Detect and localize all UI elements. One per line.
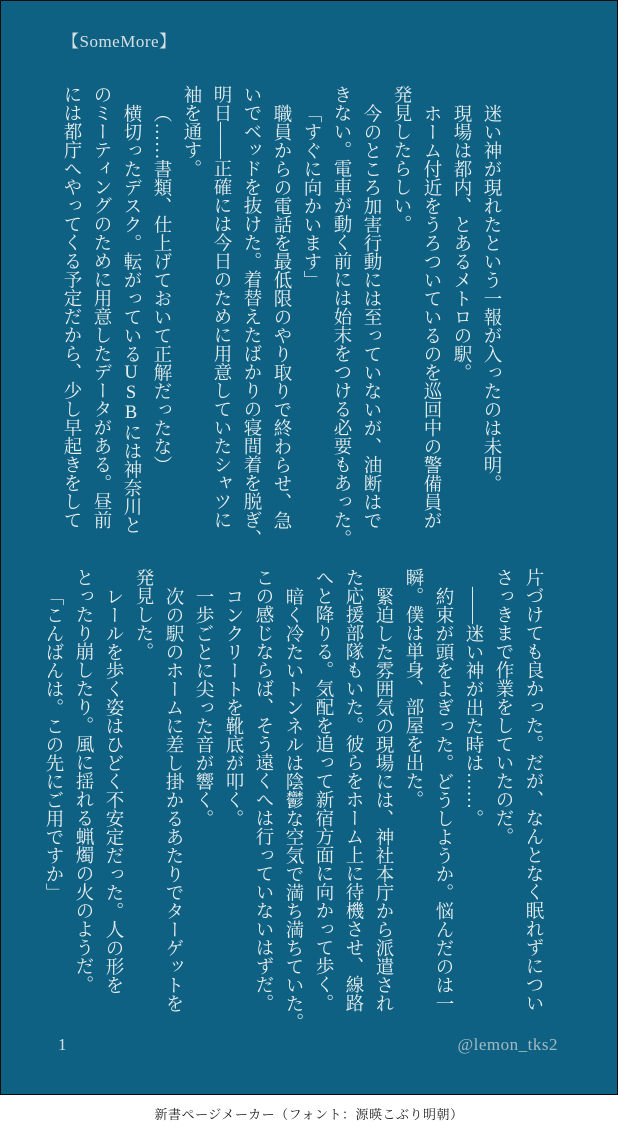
page-title: 【SomeMore】	[62, 32, 177, 51]
text-line: とったり崩したり。風に揺れる蝋燭の火のようだ。	[73, 568, 93, 994]
text-line: 迷い神が現れたという一報が入ったのは未明。	[481, 103, 501, 492]
text-line: へと降りる。気配を追って新宿方面に向かって歩く。	[313, 568, 333, 1012]
text-line: ——迷い神が出た時は……。	[463, 586, 483, 827]
text-line: 発見した。	[133, 568, 153, 661]
vertical-text-block-top	[56, 85, 506, 550]
text-line: た応援部隊もいた。彼らをホーム上に待機させ、線路	[343, 568, 363, 1012]
text-line: 今のところ加害行動には至っていないが、油断はで	[361, 103, 381, 529]
text-line: 瞬。僕は単身、部屋を出た。	[403, 568, 423, 809]
text-line: 明日——正確には今日のために用意していたシャツに	[211, 85, 231, 529]
page-footer	[58, 1033, 558, 1057]
text-line: 「こんばんは。この先にご用ですか」	[43, 586, 63, 901]
author-handle: @lemon_tks2	[457, 1035, 558, 1054]
text-line: この感じならば、そう遠くへは行っていないはずだ。	[253, 568, 273, 1012]
text-line: 職員からの電話を最低限のやり取りで終わらせ、急	[271, 103, 291, 529]
text-line: 発見したらしい。	[391, 85, 411, 233]
text-line: さっきまで作業をしていたのだ。	[493, 568, 513, 846]
generator-caption: 新書ページメーカー（フォント：源暎こぶり明朝）	[154, 1107, 464, 1122]
text-line: 現場は都内、とあるメトロの駅。	[451, 103, 471, 381]
text-line: 横切ったデスク。転がっているUSBには神奈川と	[121, 103, 141, 534]
text-line: コンクリートを靴底が叩く。	[223, 586, 243, 827]
text-line: ホーム付近をうろついているのを巡回中の警備員が	[421, 103, 441, 529]
text-line: 「すぐに向かいます」	[301, 103, 321, 289]
caption-band	[0, 1095, 618, 1132]
text-line: 袖を通す。	[181, 85, 201, 178]
page-number: 1	[58, 1035, 67, 1054]
text-line: きない。電車が動く前には始末をつける必要もあった。	[331, 85, 351, 548]
text-line: いでベッドを抜けた。着替えたばかりの寝間着を脱ぎ、	[241, 85, 261, 548]
vertical-text-block-bottom	[38, 568, 548, 1033]
text-line: （……書類、仕上げておいて正解だったな）	[151, 103, 171, 474]
text-line: 一歩ごとに尖った音が響く。	[193, 586, 213, 827]
text-line: のミーティングのために用意したデータがある。昼前	[91, 85, 111, 529]
text-line: 次の駅のホームに差し掛かるあたりでターゲットを	[163, 586, 183, 1012]
text-line: には都庁へやってくる予定だから、少し早起きをして	[61, 85, 81, 529]
text-line: 片づけても良かった。だが、なんとなく眠れずについ	[523, 568, 543, 1012]
text-line: 約束が頭をよぎった。どうしようか。悩んだのは一	[433, 586, 453, 1012]
text-line: 暗く冷たいトンネルは陰鬱な空気で満ち満ちていた。	[283, 586, 303, 1031]
text-line: 緊迫した雰囲気の現場には、神社本庁から派遣され	[373, 586, 393, 1012]
text-line: レールを歩く姿はひどく不安定だった。人の形を	[103, 586, 123, 994]
